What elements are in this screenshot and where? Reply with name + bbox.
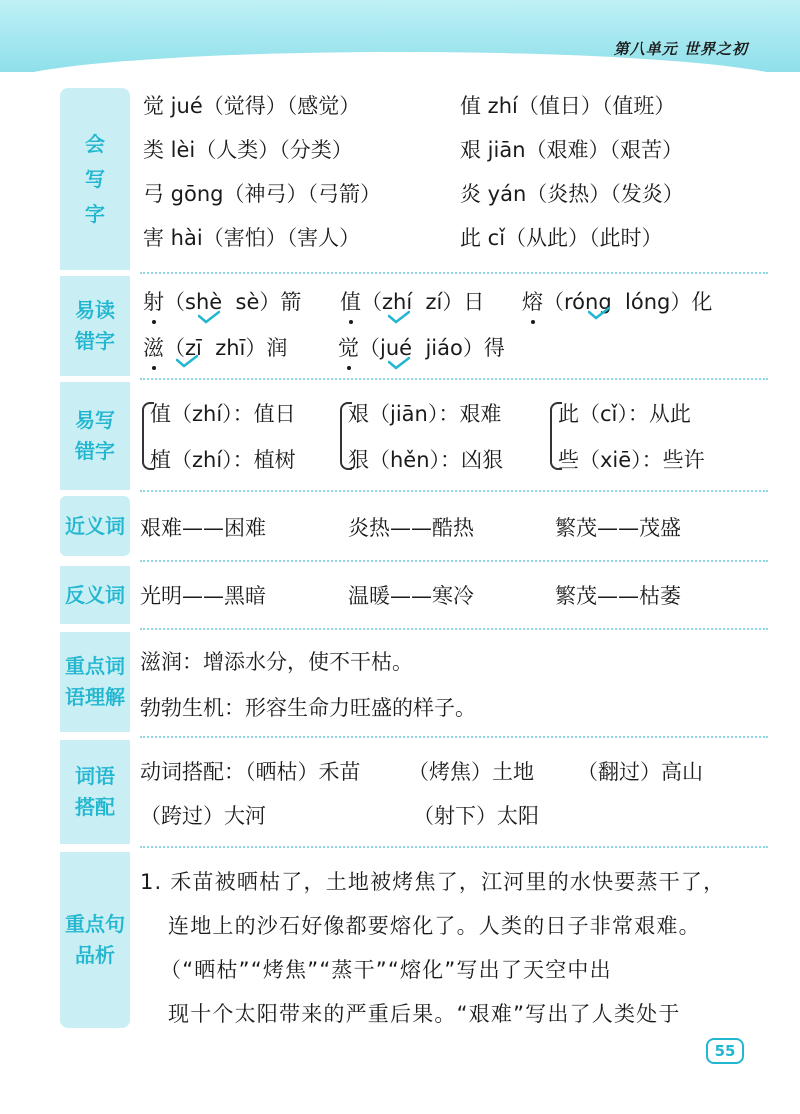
synonym-pair-1: 艰难——困难 <box>140 516 266 540</box>
divider <box>140 736 768 738</box>
divider <box>140 628 768 630</box>
key-word-line-1: 滋润：增添水分，使不干枯。 <box>140 650 413 674</box>
analysis-line-4: 现十个太阳带来的严重后果。“艰难”写出了人类处于 <box>168 1002 681 1026</box>
check-icon <box>388 356 410 370</box>
section-label-misread: 易读 错字 <box>60 276 130 376</box>
write-row-4-left: 害 hài（害怕）（害人） <box>143 226 361 250</box>
section-label-key-words: 重点词 语理解 <box>60 632 130 732</box>
section-label-miswrite: 易写 错字 <box>60 382 130 490</box>
miswrite-1a: 值（zhí）：值日 <box>150 402 296 426</box>
misread-item-2: 值（zhí zí）日 <box>340 286 484 316</box>
divider <box>140 490 768 492</box>
miswrite-3a: 此（cǐ）：从此 <box>558 402 691 426</box>
unit-title: 第八单元 世界之初 <box>613 40 748 58</box>
section-label-synonyms: 近义词 <box>60 496 130 556</box>
write-row-3-right: 炎 yán（炎热）（发炎） <box>460 182 684 206</box>
section-label-analysis: 重点句 品析 <box>60 852 130 1028</box>
analysis-line-3: （“晒枯”“烤焦”“蒸干”“熔化”写出了天空中出 <box>160 958 612 982</box>
write-row-1-left: 觉 jué（觉得）（感觉） <box>143 94 361 118</box>
divider <box>140 272 768 274</box>
divider <box>140 378 768 380</box>
collocation-1: 动词搭配：（晒枯）禾苗 <box>140 760 361 784</box>
write-row-2-right: 艰 jiān（艰难）（艰苦） <box>460 138 684 162</box>
miswrite-1b: 植（zhí）：植树 <box>150 448 296 472</box>
write-row-4-right: 此 cǐ（从此）（此时） <box>460 226 663 250</box>
divider <box>140 560 768 562</box>
collocation-5: （射下）太阳 <box>413 804 539 828</box>
miswrite-2b: 狠（hěn）：凶狠 <box>348 448 504 472</box>
write-row-1-right: 值 zhí（值日）（值班） <box>460 94 676 118</box>
misread-item-5: 觉（jué jiáo）得 <box>338 332 505 362</box>
misread-item-1: 射（shè sè）箭 <box>143 286 301 316</box>
misread-item-3: 熔（róng lóng）化 <box>522 286 712 316</box>
divider <box>140 846 768 848</box>
collocation-4: （跨过）大河 <box>140 804 266 828</box>
section-label-write: 会 写 字 <box>60 88 130 270</box>
miswrite-2a: 艰（jiān）：艰难 <box>348 402 502 426</box>
check-icon <box>588 306 610 320</box>
analysis-line-2: 连地上的沙石好像都要熔化了。人类的日子非常艰难。 <box>168 914 701 938</box>
check-icon <box>388 310 410 324</box>
write-row-3-left: 弓 gōng（神弓）（弓箭） <box>143 182 381 206</box>
section-label-collocation: 词语 搭配 <box>60 740 130 844</box>
key-word-line-2: 勃勃生机：形容生命力旺盛的样子。 <box>140 696 476 720</box>
synonym-pair-2: 炎热——酷热 <box>348 516 474 540</box>
collocation-2: （烤焦）土地 <box>408 760 534 784</box>
antonym-pair-3: 繁茂——枯萎 <box>555 584 681 608</box>
miswrite-3b: 些（xiē）：些许 <box>558 448 705 472</box>
check-icon <box>198 310 220 324</box>
antonym-pair-1: 光明——黑暗 <box>140 584 266 608</box>
section-label-antonyms: 反义词 <box>60 566 130 624</box>
analysis-line-1: 1. 禾苗被晒枯了，土地被烤焦了，江河里的水快要蒸干了， <box>140 870 726 894</box>
collocation-3: （翻过）高山 <box>577 760 703 784</box>
misread-item-4: 滋（zī zhī）润 <box>143 332 287 362</box>
synonym-pair-3: 繁茂——茂盛 <box>555 516 681 540</box>
check-icon <box>176 354 198 368</box>
write-row-2-left: 类 lèi（人类）（分类） <box>143 138 353 162</box>
antonym-pair-2: 温暖——寒冷 <box>348 584 474 608</box>
page-number: 55 <box>706 1038 744 1064</box>
